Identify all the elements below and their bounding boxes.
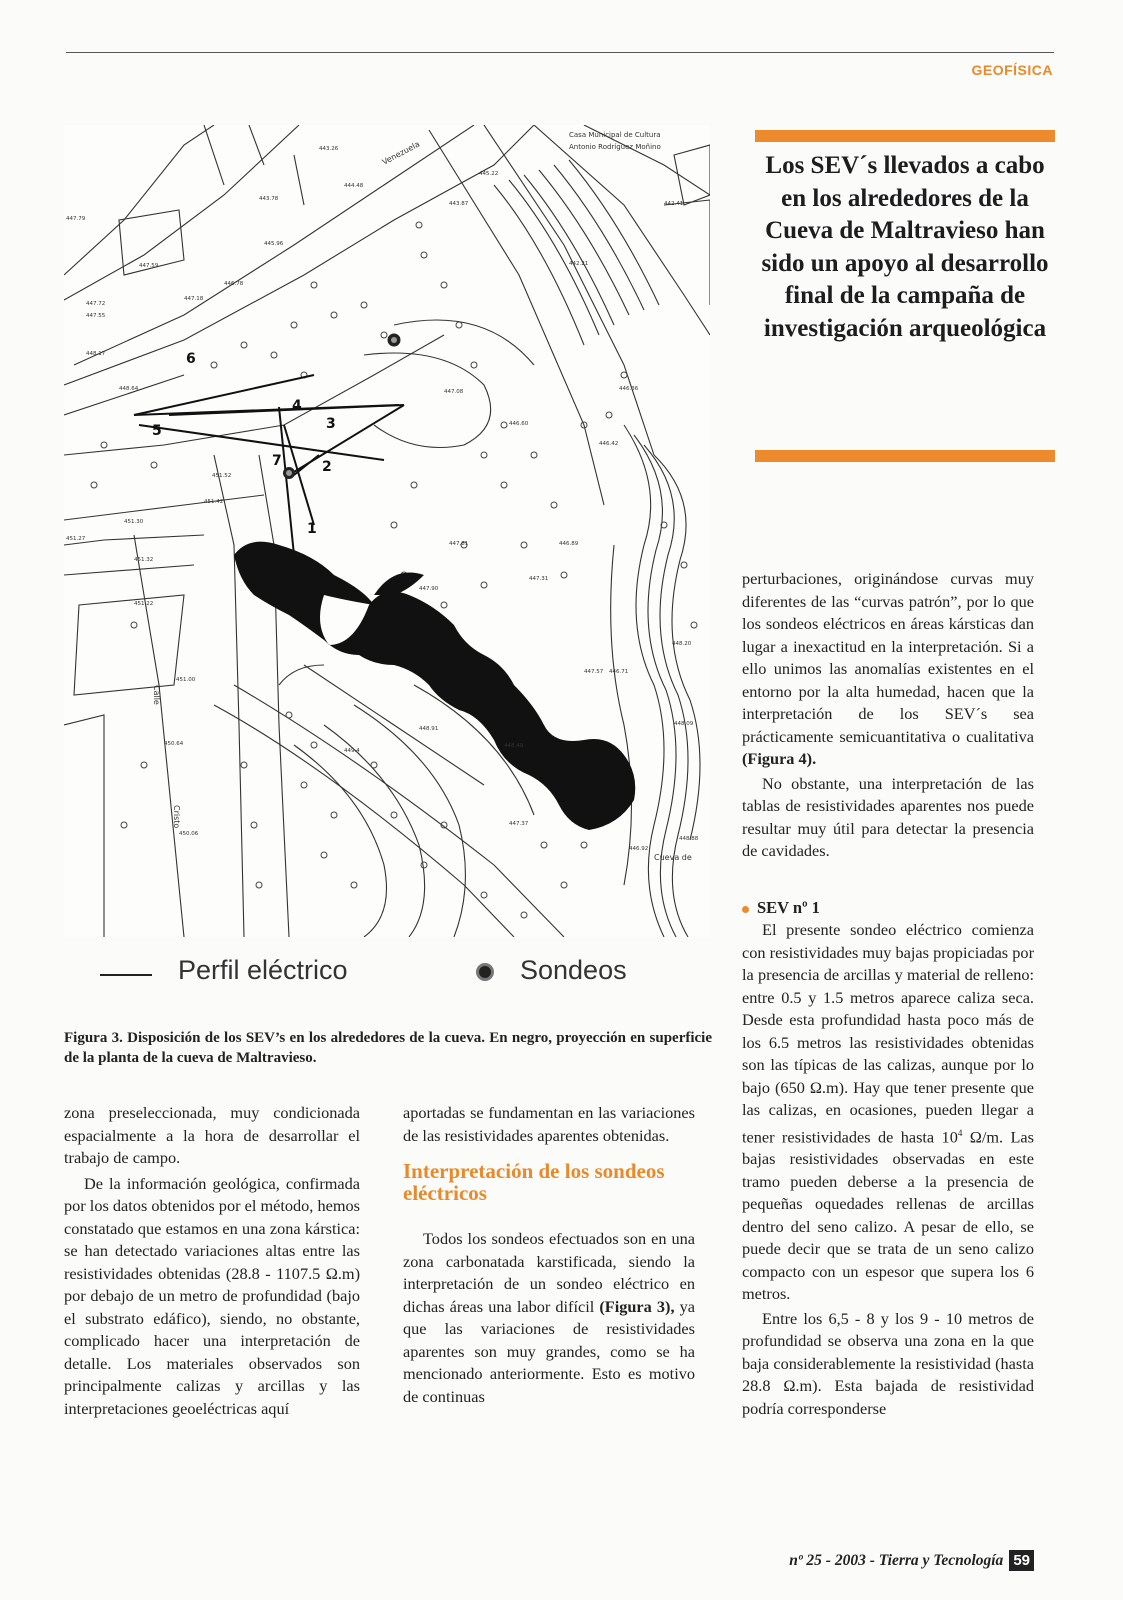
paragraph-text: perturbaciones, originándose curvas muy diferentes de las “curvas patrón”, por lo que los sondeos eléctricos en áreas kársticas dan lugar a inexactitud en la interpretación. Si a ello unimos las anomalías existentes en el entorno por la alta humedad, hacen que la interpretación de los SEV´s sea prácticamente semicuantitativa o cualitativa [742,569,1034,746]
elevation-label: 446.89 [559,541,579,547]
borehole-marker-center [286,470,292,476]
paragraph [742,568,1034,771]
elevation-label: 445.22 [479,171,499,177]
elevation-label: 447.08 [444,389,464,395]
cave-map-figure [64,125,710,937]
paragraph [742,919,1034,1306]
elevation-label: 448.17 [86,351,106,357]
cave-projection [234,542,635,830]
elevation-label: 448.20 [672,641,692,647]
elevation-label: 447.31 [529,576,549,582]
sev-heading-text: SEV nº 1 [757,898,820,917]
profile-label-3: 3 [326,416,336,432]
superscript: 4 [957,1127,963,1138]
elevation-label: 446.60 [509,421,529,427]
paragraph-text: Ω/m. Las bajas resistividades observadas en este tramo pueden deberse a la presencia de pequeñas oquedades rellenas de arcillas dentro del seno calizo. A pesar de ello, se puede decir que se trata de un seno calizo compacto con un espesor que supera los 6 metros. [742,1126,1034,1304]
sev-heading [742,897,1034,919]
elevation-label: 451.27 [66,536,86,542]
elevation-label: 446.92 [629,846,649,852]
elevation-label: 446.78 [224,281,244,287]
top-rule [66,52,1054,53]
figure-reference: (Figura 4). [742,749,817,768]
elevation-label: 443.26 [319,146,339,152]
profile-7-line [279,407,294,555]
elevation-label: 443.78 [259,196,279,202]
profile-4-line [169,405,404,415]
text-column-1 [64,1102,360,1420]
cave-map-svg [64,125,710,937]
figure-caption: Figura 3. Disposición de los SEV’s en los alrededores de la cueva. En negro, proyección en superficie de la planta de la cueva de Maltravieso. [64,1030,712,1066]
pull-quote-text: Los SEV´s llevados a cabo en los alrededores de la Cueva de Maltravieso han sido un apoyo al desarrollo final de la campaña de investigación arqueológica [761,152,1049,342]
paragraph: Entre los 6,5 - 8 y los 9 - 10 metros de profundidad se observa una zona en la que baja considerablemente la resistividad (hasta 28.8 Ω.m). Esta bajada de resistividad podría corresponderse [742,1308,1034,1418]
elevation-label: 448.49 [504,743,524,749]
legend-sondeos-label: Sondeos [520,955,627,985]
text-column-2 [403,1102,695,1408]
page-number: 59 [1009,1550,1034,1571]
elevation-label: 451.22 [134,601,154,607]
legend-perfil-label: Perfil eléctrico [178,955,348,985]
elevation-label: 451.30 [124,519,144,525]
profile-label-5: 5 [152,423,162,439]
bullet-icon [742,906,749,913]
figure-reference: (Figura 3), [599,1296,675,1316]
borehole-marker-center [391,337,397,343]
elevation-label: 451.32 [134,557,154,563]
profile-label-6: 6 [186,351,196,367]
elevation-label: 451.00 [176,677,196,683]
elevation-label: 447.72 [86,301,106,307]
elevation-label: 451.52 [212,473,232,479]
elevation-label: 450.06 [179,831,199,837]
antonio-label: Antonio Rodríguez Moñino [569,143,661,151]
elevation-label: 446.42 [599,441,619,447]
profile-label-7: 7 [272,453,282,469]
calle-label: Calle [152,685,161,705]
elevation-label: 447.37 [509,821,529,827]
profile-label-4: 4 [292,398,302,414]
elevation-label: 442.21 [569,261,589,267]
casa-label: Casa Municipal de Cultura [569,131,661,139]
electrical-profiles [134,375,404,555]
paragraph [403,1228,695,1408]
elevation-label: 447.81 [449,541,469,547]
elevation-label: 443.87 [449,201,469,207]
figure-legend [100,953,680,993]
paragraph: aportadas se fundamentan en las variaciones de las resistividades aparentes obtenidas. [403,1103,695,1145]
pull-quote-bar-bottom [755,450,1055,462]
paragraph-text: ya que las variaciones de resistividades aparentes son muy grandes, como se ha mencionado anteriormente. Esto es motivo de continuas [403,1296,695,1406]
elevation-label: 446.36 [619,386,639,392]
elevation-label: 447.57 [584,669,604,675]
profile-label-1: 1 [307,521,317,537]
text-column-3-continued [742,897,1034,1420]
paragraph: No obstante, una interpretación de las tablas de resistividades aparentes nos puede resultar muy útil para detectar la presencia de cavidades. [742,773,1034,860]
section-heading: Interpretación de los sondeos eléctricos [403,1159,665,1205]
elevation-label: 448.91 [419,726,439,732]
cristo-label: Cristo [172,805,181,829]
legend-sondeo-icon [476,963,494,981]
elevation-label: 448.09 [674,721,694,727]
legend-line-symbol [100,974,152,976]
elevation-label: 449.4 [344,748,360,754]
elevation-label: 444.48 [344,183,364,189]
elevation-label: 450.64 [164,741,184,747]
venezuela-label: Venezuela [380,139,422,167]
paragraph-text: El presente sondeo eléctrico comienza con resistividades muy bajas propiciadas por la presencia de arcillas y material de relleno: entre 0.5 y 1.5 metros aparece caliza seca. Desde esta profundidad hasta poco más de los 6.5 metros las resistividades obtenidas son las típicas de las calizas, aunque por lo bajo (650 Ω.m). Hay que tener presente que las calizas, en ocasiones, pueden llegar a tener resistividades de hasta 10 [742,920,1034,1146]
elevation-label: 448.64 [119,386,139,392]
paragraph-text: Todos los sondeos efectuados son en una zona carbonatada karstificada, siendo la interpretación de un sondeo eléctrico en dichas áreas una labor difícil [403,1229,695,1316]
elevation-label: 447.79 [66,216,86,222]
elevation-label: 442.41 [664,201,684,207]
pull-quote [755,130,1055,462]
paragraph: De la información geológica, confirmada por los datos obtenidos por el método, hemos constatado que estamos en una zona kárstica: se han detectado variaciones altas entre las resistividades obtenidas (28.8 - 1107.5 Ω.m) por debajo de un metro de profundidad (bajo el substrato edáfico), siendo, no obstante, complicado hacer una interpretación de detalle. Los materiales observados son principalmente calizas y arcillas y las interpretaciones geoeléctricas aquí [64,1173,360,1418]
elevation-label: 445.96 [264,241,284,247]
paragraph: zona preseleccionada, muy condicionada espacialmente a la hora de desarrollar el trabajo de campo. [64,1103,360,1167]
text-column-3 [742,568,1034,863]
elevation-label: 447.90 [419,586,439,592]
elevation-label: 448.88 [679,836,699,842]
elevation-label: 451.42 [204,499,224,505]
elevation-label: 447.59 [139,263,159,269]
elevation-label: 446.71 [609,669,629,675]
elevation-label: 447.18 [184,296,204,302]
cueva-label: Cueva de [654,853,692,862]
pull-quote-bar-top [755,130,1055,142]
page-footer [744,1550,1034,1571]
section-label: GEOFÍSICA [971,62,1053,78]
elevation-label: 447.55 [86,313,106,319]
profile-label-2: 2 [322,459,332,475]
footer-text: nº 25 - 2003 - Tierra y Tecnología [789,1552,1004,1569]
